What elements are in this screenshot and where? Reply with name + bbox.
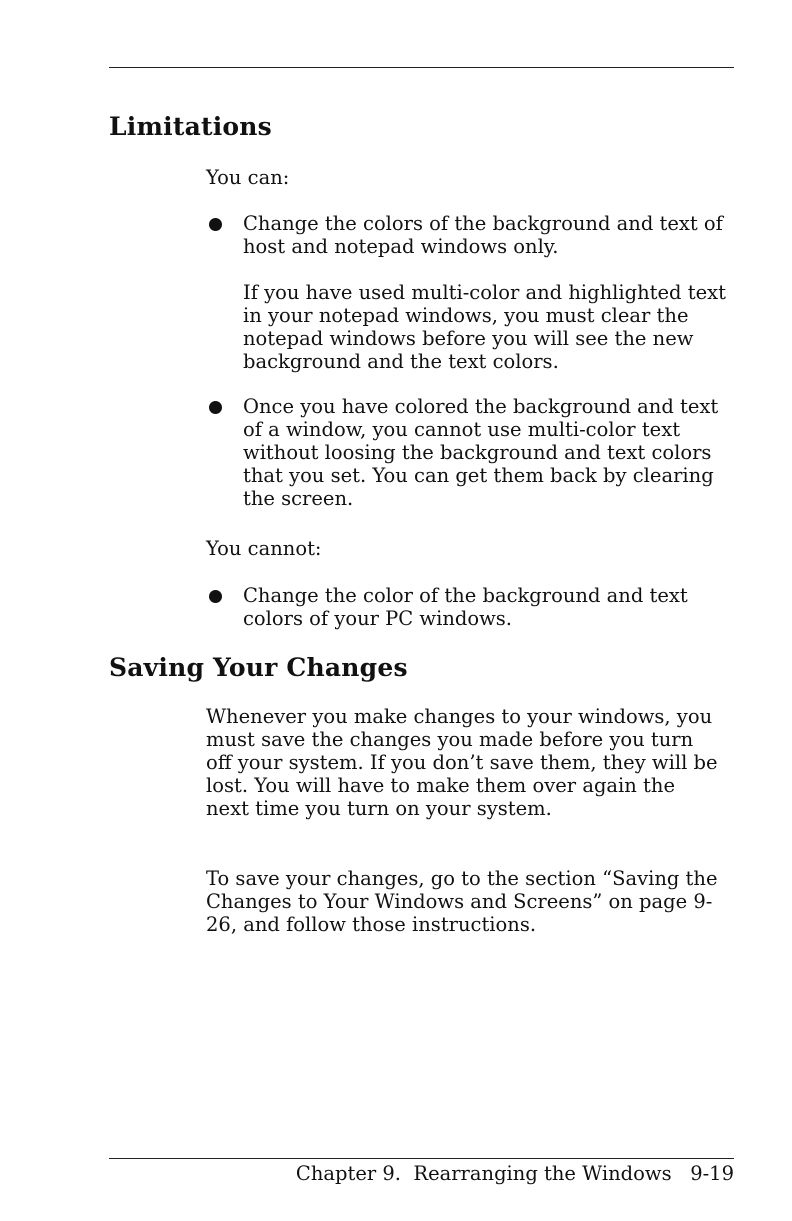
bullet-text: Change the color of the background and text colors of your PC windows.: [243, 584, 688, 630]
heading-limitations: Limitations: [109, 112, 272, 141]
top-rule: [109, 67, 734, 68]
bullet-dot-icon: [209, 218, 222, 231]
saving-paragraph-2: To save your changes, go to the section “Saving the Changes to Your Windows and Screens” on page 9-26, and follow those instructions.: [206, 867, 718, 936]
you-can-label: You can:: [206, 166, 290, 189]
bullet-note: If you have used multi-color and highlighted text in your notepad windows, you must clear the notepad windows before you will see the new background and the text colors.: [243, 281, 726, 373]
footer-chapter-title: Chapter 9. Rearranging the Windows: [295, 1162, 672, 1185]
bullet-text: Change the colors of the background and text of host and notepad windows only.: [243, 212, 723, 258]
bullet-dot-icon: [209, 590, 222, 603]
you-cannot-label: You cannot:: [206, 537, 322, 560]
page-footer: [296, 1161, 734, 1187]
footer-page-number: 9-19: [690, 1162, 734, 1185]
bottom-rule: [109, 1158, 734, 1159]
heading-saving-your-changes: Saving Your Changes: [109, 653, 408, 682]
bullet-dot-icon: [209, 401, 222, 414]
bullet-text: Once you have colored the background and text of a window, you cannot use multi-color text without loosing the background and text colors that you set. You can get them back by clearing the screen.: [243, 395, 719, 510]
saving-paragraph-1: Whenever you make changes to your windows, you must save the changes you made before you turn off your system. If you don’t save them, they will be lost. You will have to make them over again the next time you turn on your system.: [206, 705, 718, 820]
